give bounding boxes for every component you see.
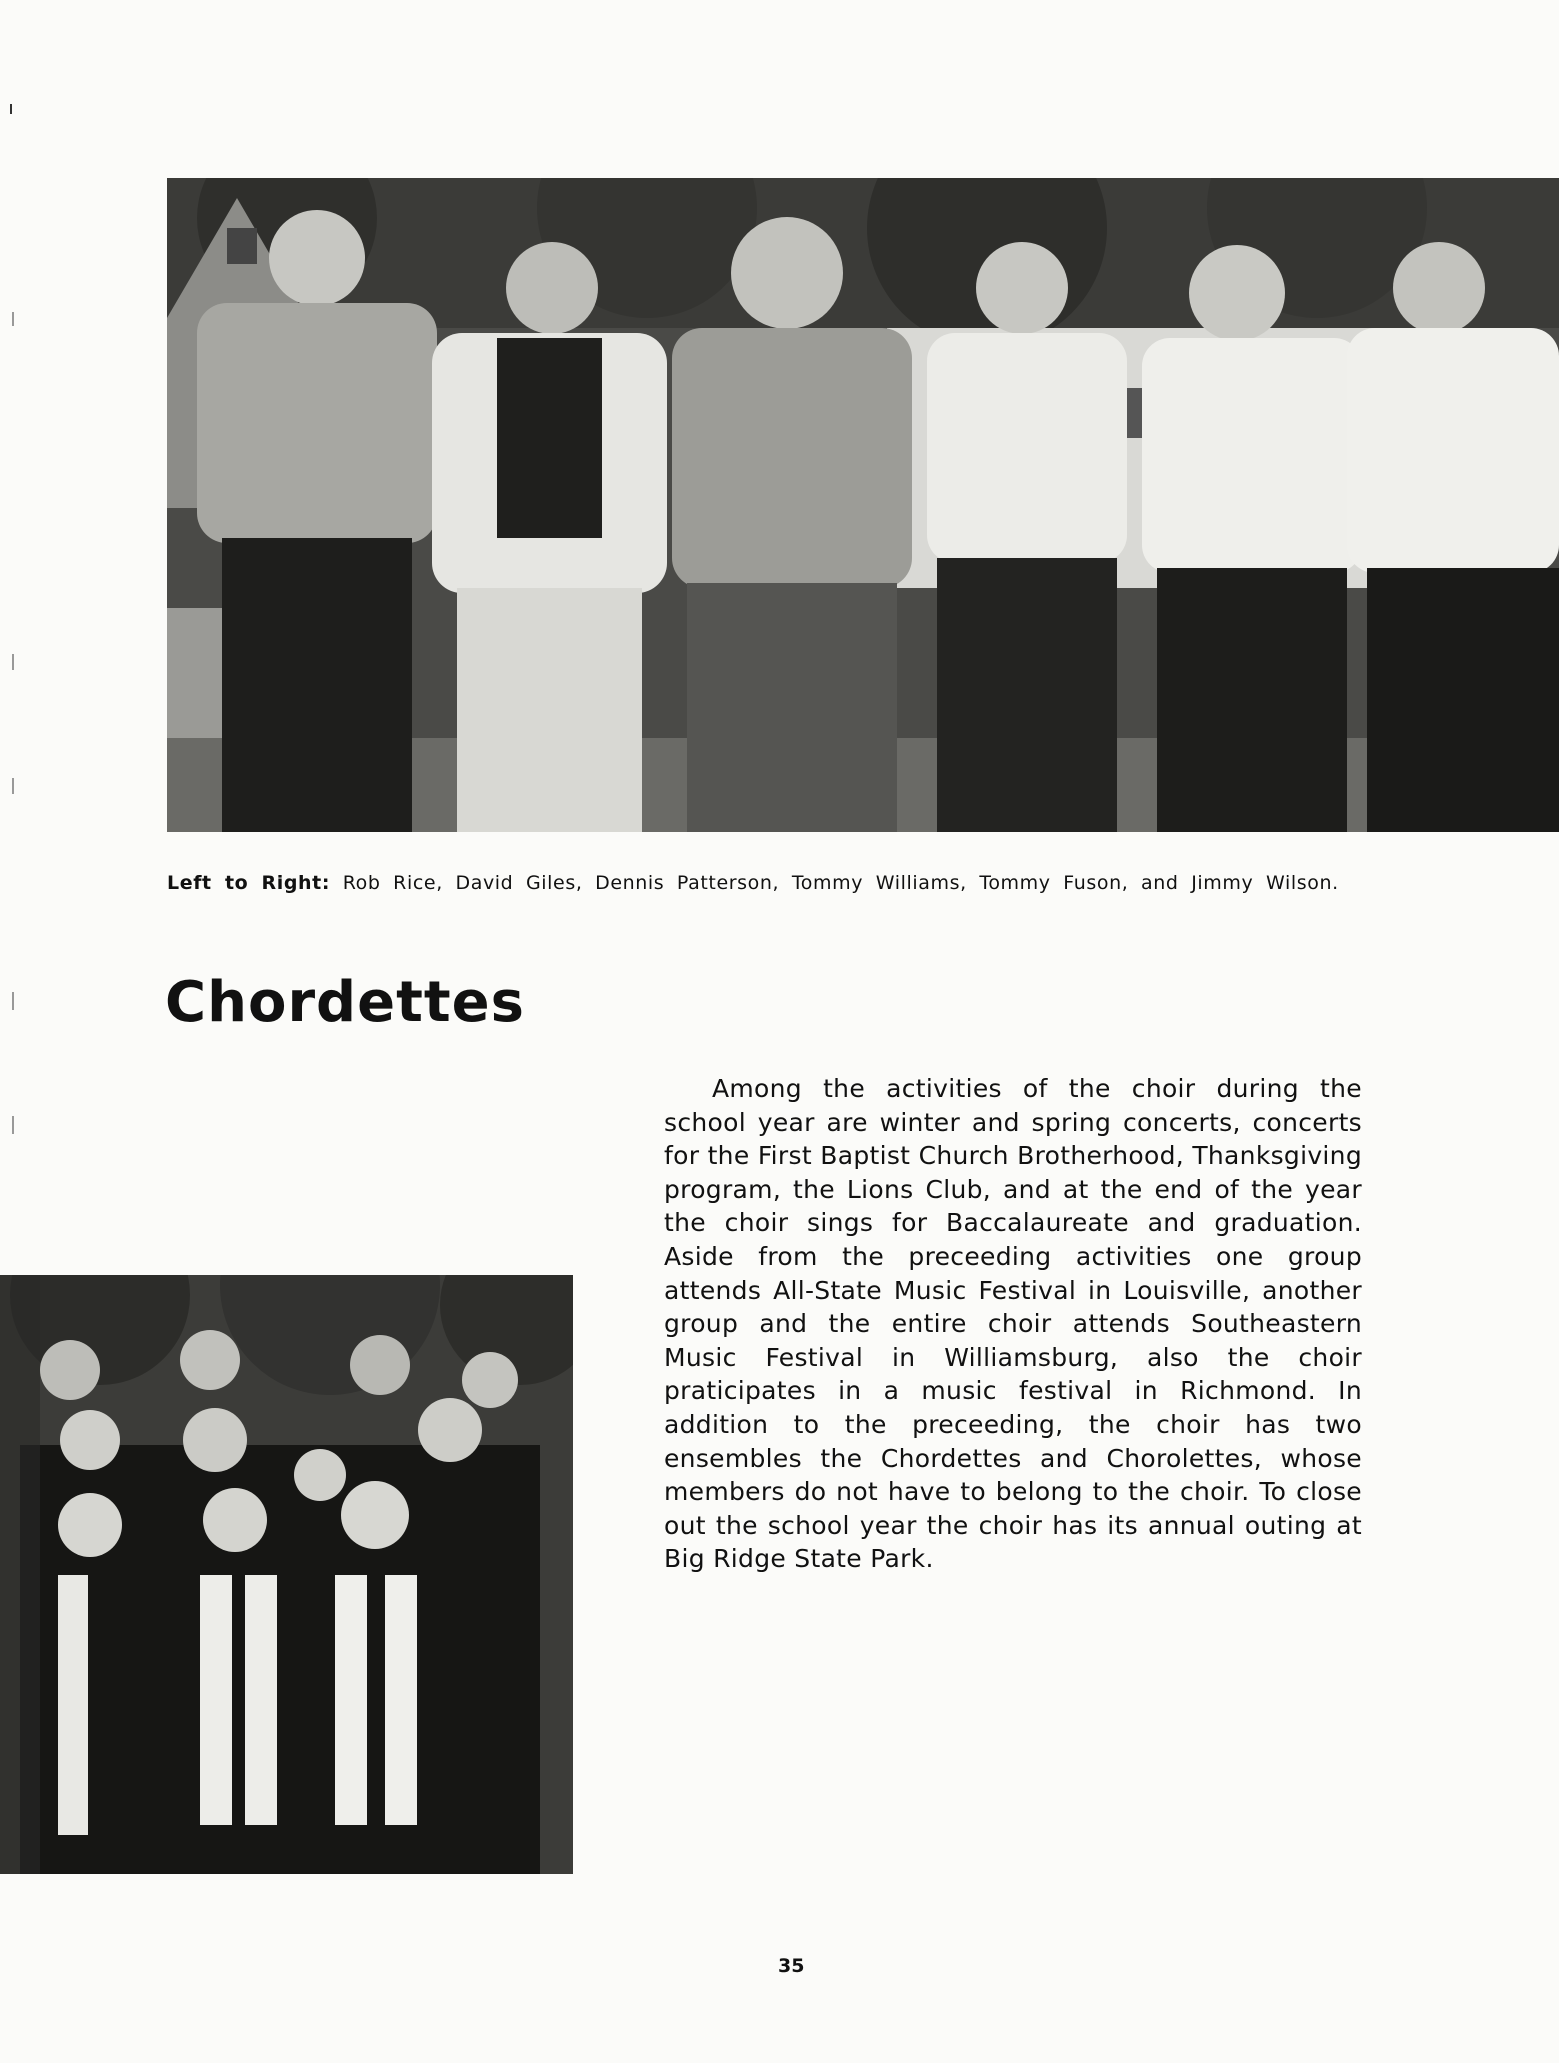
scan-mark <box>12 778 14 794</box>
scan-mark <box>12 654 14 670</box>
scan-mark <box>10 104 12 114</box>
group-photo-boys <box>167 178 1559 832</box>
scan-mark <box>12 992 14 1010</box>
page-number: 35 <box>778 1955 805 1977</box>
body-paragraph: Among the activities of the choir during the school year are winter and spring concerts, concerts for the First Baptist Church Brotherhood, Thanksgiving program, the Lions Club, and at the end of the year the choir sings for Baccalaureate and graduation. Aside from the preceeding activities one group attends All-State Music Festival in Louisville, another group and the entire choir attends Southeastern Music Festival in Williamsburg, also the choir praticipates in a music festival in Richmond. In addition to the preceeding, the choir has two ensembles the Chordettes and Chorolettes, whose members do not have to belong to the choir. To close out the school year the choir has its annual outing at Big Ridge State Park. <box>664 1074 1362 1574</box>
section-title: Chordettes <box>165 970 525 1035</box>
scan-mark <box>12 1116 14 1134</box>
choir-photo <box>0 1275 573 1874</box>
caption-lead: Left to Right: <box>167 872 331 894</box>
photo-caption <box>167 872 1367 894</box>
scan-mark <box>12 312 14 326</box>
caption-names: Rob Rice, David Giles, Dennis Patterson, Tommy Williams, Tommy Fuson, and Jimmy Wilson. <box>342 872 1339 894</box>
